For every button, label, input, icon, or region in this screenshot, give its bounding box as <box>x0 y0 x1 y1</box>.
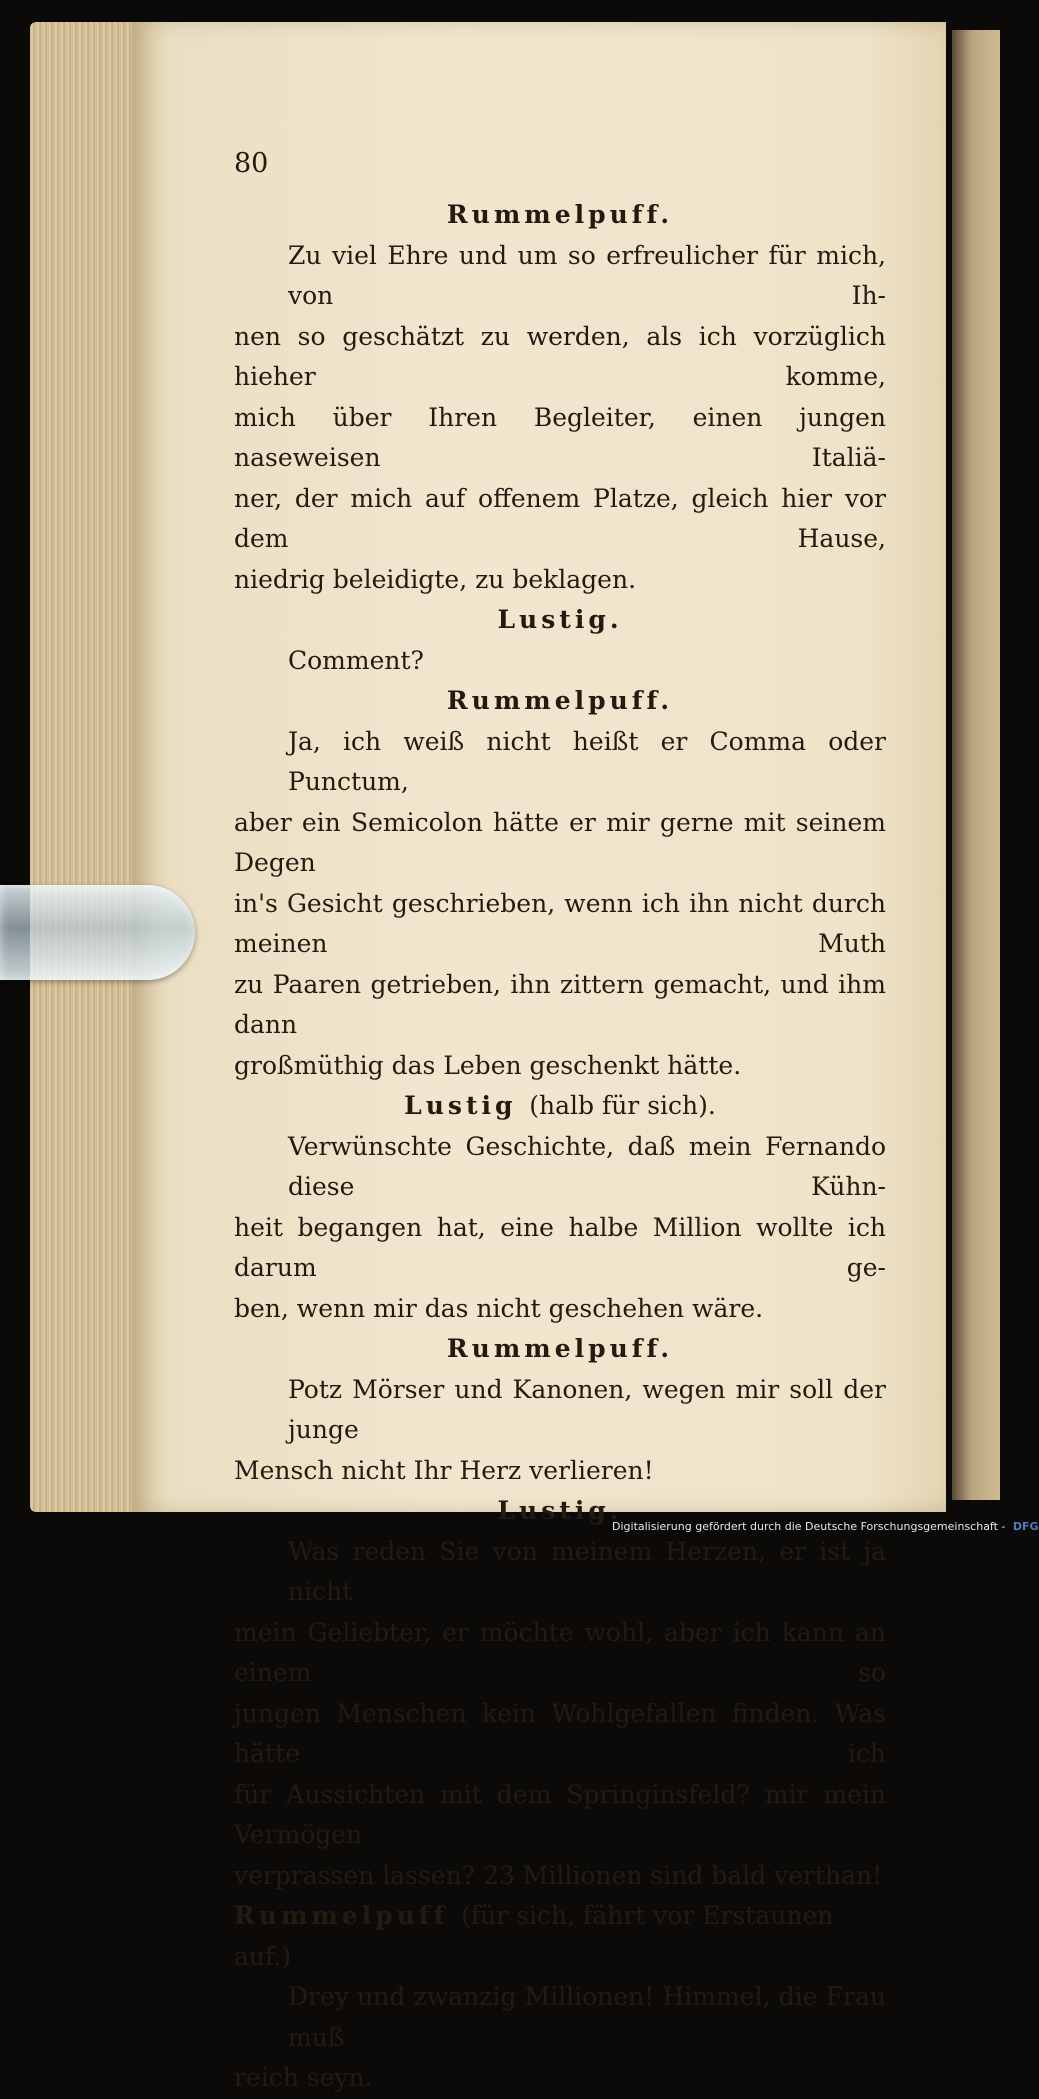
stage-direction: (für sich, fährt vor Erstaunen auf.) <box>234 1901 834 1971</box>
speaker-name: Rummelpuff <box>234 1901 449 1930</box>
dialogue-paragraph <box>234 1977 886 2099</box>
text-line: ner, der mich auf offenem Platze, gleich hier vor dem Hause, <box>234 483 886 553</box>
text-line: niedrig beleidigte, zu beklagen. <box>234 564 637 594</box>
text-line: nen so geschätzt zu werden, als ich vorzüglich hieher komme, <box>234 321 886 391</box>
text-line: mich über Ihren Begleiter, einen jungen naseweisen Italiä- <box>234 402 886 472</box>
glass-page-clip <box>0 885 195 980</box>
dialogue-paragraph <box>234 722 886 1087</box>
text-line: verprassen lassen? 23 Millionen sind bald verthan! <box>234 1860 883 1890</box>
dfg-logo: DFG <box>1012 1520 1039 1533</box>
dialogue-paragraph <box>234 236 886 601</box>
text-line: für Aussichten mit dem Springinsfeld? mir mein Vermögen <box>234 1779 886 1849</box>
text-line: Ja, ich weiß nicht heißt er Comma oder Punctum, <box>288 726 886 796</box>
speaker-name: Lustig. <box>497 605 623 634</box>
text-line: ben, wenn mir das nicht geschehen wäre. <box>234 1293 764 1323</box>
speaker-heading <box>234 681 886 722</box>
speaker-heading <box>234 600 886 641</box>
speaker-name: Rummelpuff. <box>446 686 674 715</box>
speaker-name: Rummelpuff. <box>446 1334 674 1363</box>
text-line: aber ein Semicolon hätte er mir gerne mit seinem Degen <box>234 807 886 877</box>
text-line: jungen Menschen kein Wohlgefallen finden. Was hätte ich <box>234 1698 886 1768</box>
speaker-heading <box>234 1086 886 1127</box>
speaker-name: Lustig <box>404 1091 517 1120</box>
text-line: Zu viel Ehre und um so erfreulicher für mich, von Ih- <box>288 240 886 310</box>
digitization-footer <box>612 1519 1039 1535</box>
dialogue-paragraph <box>234 1532 886 1897</box>
text-line: in's Gesicht geschrieben, wenn ich ihn nicht durch meinen Muth <box>234 888 886 958</box>
facing-page-edge <box>952 30 1000 1500</box>
speaker-heading <box>234 1329 886 1370</box>
text-line: reich seyn. <box>234 2063 373 2092</box>
text-line: Was reden Sie von meinem Herzen, er ist ja nicht <box>288 1536 886 1606</box>
dialogue-paragraph <box>234 1370 886 1492</box>
page-text <box>234 195 886 2099</box>
speaker-name: Lustig. <box>497 1496 623 1525</box>
text-line: Verwünschte Geschichte, daß mein Fernando diese Kühn- <box>288 1131 886 1201</box>
text-line: Drey und zwanzig Millionen! Himmel, die Frau muß <box>288 1982 886 2052</box>
page-number: 80 <box>234 148 269 179</box>
speaker-name: Rummelpuff. <box>446 200 674 229</box>
text-line: mein Geliebter, er möchte wohl, aber ich kann an einem so <box>234 1617 886 1687</box>
text-line: Potz Mörser und Kanonen, wegen mir soll der junge <box>288 1374 886 1444</box>
speaker-heading <box>234 195 886 236</box>
stage-direction: (halb für sich). <box>529 1091 716 1120</box>
text-line: Mensch nicht Ihr Herz verlieren! <box>234 1455 654 1485</box>
dialogue-line: Comment? <box>288 645 424 675</box>
text-line: großmüthig das Leben geschenkt hätte. <box>234 1050 742 1080</box>
dialogue-paragraph <box>234 1127 886 1330</box>
text-line: zu Paaren getrieben, ihn zittern gemacht, und ihm dann <box>234 969 886 1039</box>
footer-credit: Digitalisierung gefördert durch die Deutsche Forschungsgemeinschaft - <box>612 1520 1006 1533</box>
speaker-heading <box>234 1896 886 1977</box>
text-line: heit begangen hat, eine halbe Million wollte ich darum ge- <box>234 1212 886 1282</box>
